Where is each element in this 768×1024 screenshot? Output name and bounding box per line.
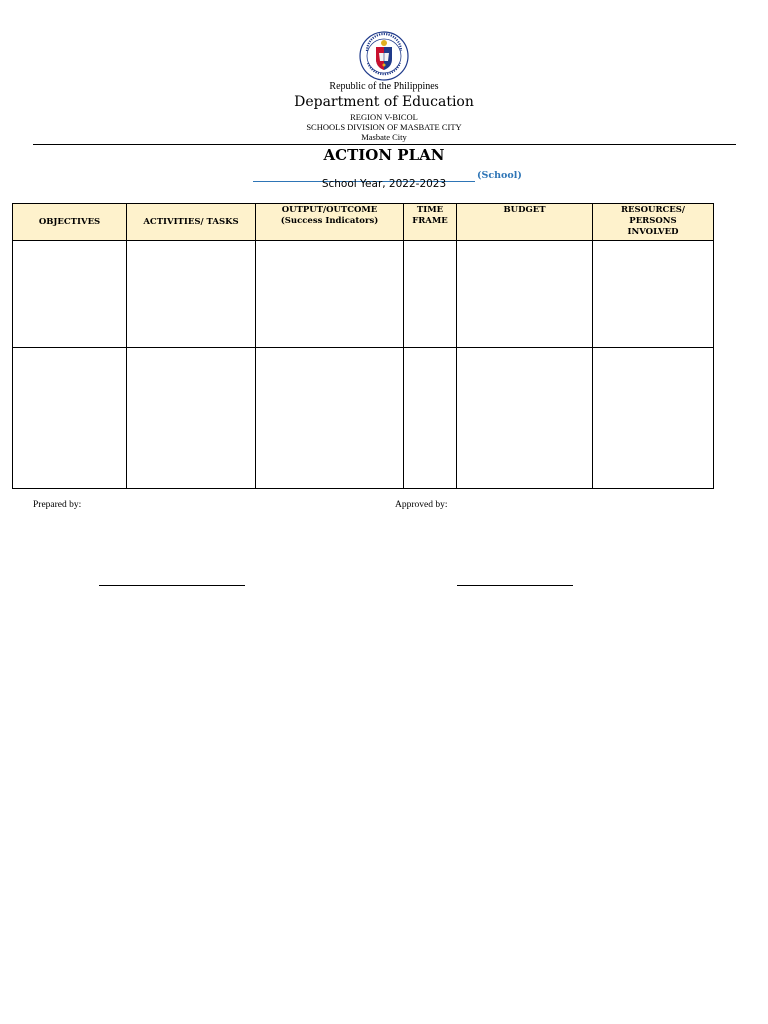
school-label: (School) <box>477 170 522 181</box>
action-plan-table <box>12 203 714 489</box>
cell-objectives[interactable] <box>13 241 127 348</box>
header-time-frame: TIME FRAME <box>404 204 457 241</box>
prepared-by-label: Prepared by: <box>33 500 82 510</box>
department-name: Department of Education <box>294 94 474 110</box>
approved-by-signature-line[interactable] <box>457 585 573 586</box>
table-row <box>13 241 714 348</box>
header-objectives: OBJECTIVES <box>13 204 127 241</box>
cell-output[interactable] <box>256 348 404 489</box>
school-year: School Year, 2022-2023 <box>321 178 447 190</box>
page-title: ACTION PLAN <box>323 146 445 164</box>
republic-line: Republic of the Philippines <box>329 81 439 92</box>
cell-resources[interactable] <box>593 348 714 489</box>
cell-activities[interactable] <box>127 241 256 348</box>
table-row <box>13 348 714 489</box>
deped-seal-icon <box>359 31 409 81</box>
cell-objectives[interactable] <box>13 348 127 489</box>
cell-output[interactable] <box>256 241 404 348</box>
cell-budget[interactable] <box>457 241 593 348</box>
prepared-by-signature-line[interactable] <box>99 585 245 586</box>
division-line: SCHOOLS DIVISION OF MASBATE CITY <box>306 122 462 132</box>
cell-time-frame[interactable] <box>404 348 457 489</box>
cell-resources[interactable] <box>593 241 714 348</box>
header-resources-persons: RESOURCES/ PERSONS INVOLVED <box>593 204 714 241</box>
approved-by-label: Approved by: <box>395 500 448 510</box>
header-divider <box>33 144 736 145</box>
region-line: REGION V-BICOL <box>350 112 418 122</box>
cell-budget[interactable] <box>457 348 593 489</box>
city-line: Masbate City <box>361 132 407 142</box>
header-activities-tasks: ACTIVITIES/ TASKS <box>127 204 256 241</box>
table-header-row <box>13 204 714 241</box>
header-output-outcome: OUTPUT/OUTCOME (Success Indicators) <box>256 204 404 241</box>
header-budget: BUDGET <box>457 204 593 241</box>
cell-time-frame[interactable] <box>404 241 457 348</box>
cell-activities[interactable] <box>127 348 256 489</box>
school-field[interactable] <box>253 163 522 179</box>
